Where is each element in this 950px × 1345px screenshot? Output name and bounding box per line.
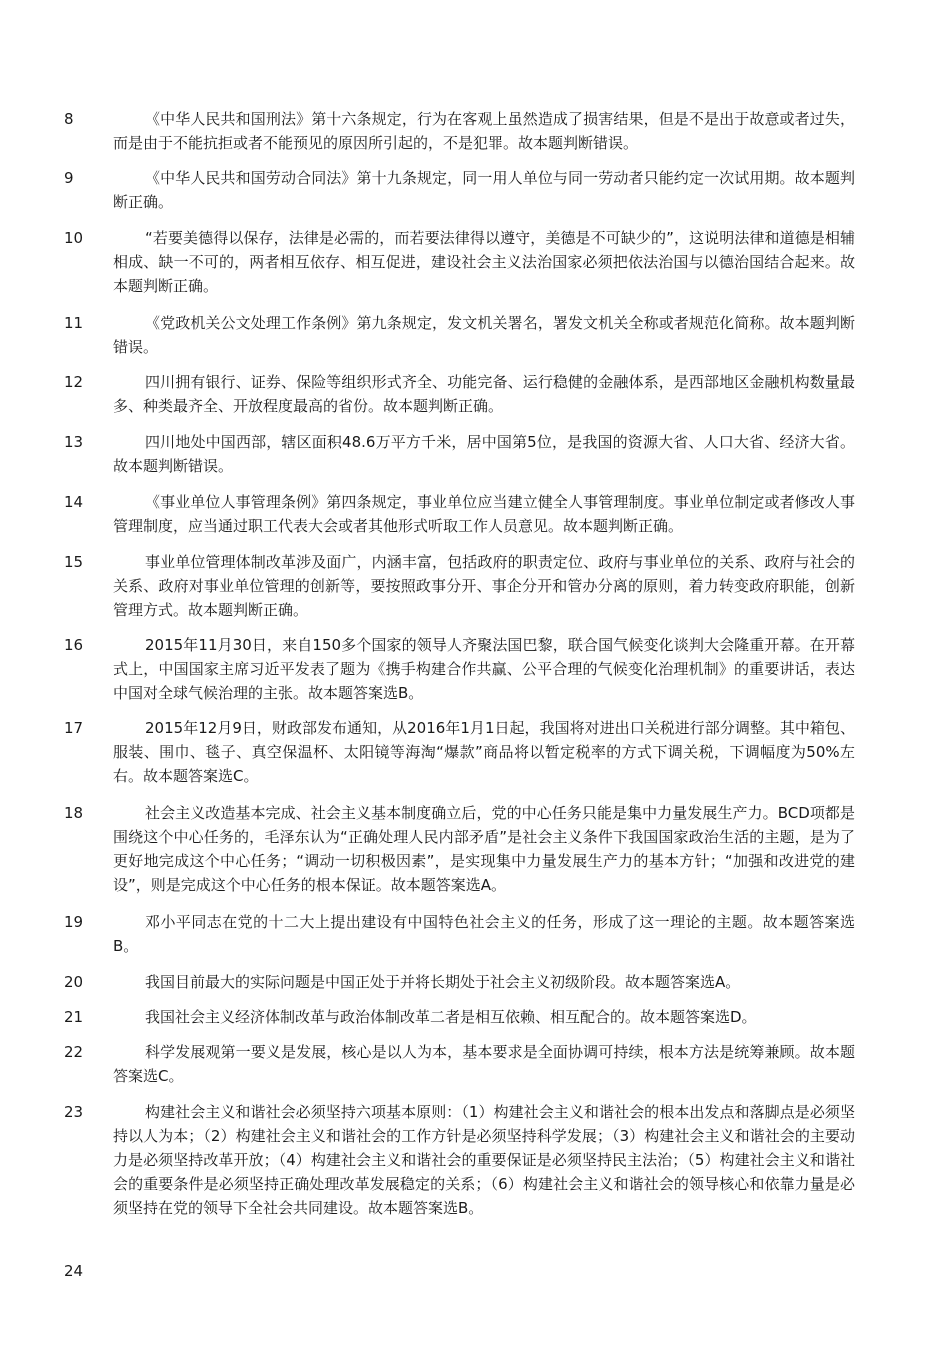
- entry-text: 科学发展观第一要义是发展，核心是以人为本，基本要求是全面协调可持续，根本方法是统筹兼顾。故本题答案选C。: [113, 1043, 855, 1085]
- entry-number: 24: [64, 1262, 84, 1280]
- entry-text: 事业单位管理体制改革涉及面广，内涵丰富，包括政府的职责定位、政府与事业单位的关系、政府与社会的关系、政府对事业单位管理的创新等，要按照政事分开、事企分开和管办分离的原则，着力转变政府职能，创新管理方式。故本题判断正确。: [113, 553, 855, 619]
- entry-number: 16: [64, 636, 84, 654]
- entry-number: 14: [64, 493, 84, 511]
- entry-text: 《中华人民共和国刑法》第十六条规定，行为在客观上虽然造成了损害结果，但是不是出于故意或者过失，而是由于不能抗拒或者不能预见的原因所引起的，不是犯罪。故本题判断错误。: [113, 110, 855, 152]
- entry-number: 8: [64, 110, 74, 128]
- entry-number: 23: [64, 1103, 84, 1121]
- entry-text: 四川地处中国西部，辖区面积48.6万平方千米，居中国第5位，是我国的资源大省、人口大省、经济大省。故本题判断错误。: [113, 433, 855, 475]
- entry-text: 2015年12月9日，财政部发布通知，从2016年1月1日起，我国将对进出口关税进行部分调整。其中箱包、服装、围巾、毯子、真空保温杯、太阳镜等海淘“爆款”商品将以暂定税率的方式下调关税，下调幅度为50%左右。故本题答案选C。: [113, 719, 855, 785]
- entry-text: 我国目前最大的实际问题是中国正处于并将长期处于社会主义初级阶段。故本题答案选A。: [145, 973, 741, 991]
- entry-number: 11: [64, 314, 84, 332]
- entry-text: 2015年11月30日，来自150多个国家的领导人齐聚法国巴黎，联合国气候变化谈判大会隆重开幕。在开幕式上，中国国家主席习近平发表了题为《携手构建合作共赢、公平合理的气候变化治理机制》的重要讲话，表达中国对全球气候治理的主张。故本题答案选B。: [113, 636, 855, 702]
- entry-text: 《党政机关公文处理工作条例》第九条规定，发文机关署名，署发文机关全称或者规范化简称。故本题判断错误。: [113, 314, 855, 356]
- entry-number: 19: [64, 913, 84, 931]
- entry-text: 社会主义改造基本完成、社会主义基本制度确立后，党的中心任务只能是集中力量发展生产力。BCD项都是围绕这个中心任务的，毛泽东认为“正确处理人民内部矛盾”是社会主义条件下我国国家政治生活的主题，是为了更好地完成这个中心任务；“调动一切积极因素”，是实现集中力量发展生产力的基本方针；“加强和改进党的建设”，则是完成这个中心任务的根本保证。故本题答案选A。: [113, 804, 855, 894]
- entry-number: 18: [64, 804, 84, 822]
- entry-number: 12: [64, 373, 84, 391]
- entry-text: 构建社会主义和谐社会必须坚持六项基本原则：（1）构建社会主义和谐社会的根本出发点和落脚点是必须坚持以人为本；（2）构建社会主义和谐社会的工作方针是必须坚持科学发展；（3）构建社会主义和谐社会的主要动力是必须坚持改革开放；（4）构建社会主义和谐社会的重要保证是必须坚持民主法治；（5）构建社会主义和谐社会的重要条件是必须坚持正确处理改革发展稳定的关系；（6）构建社会主义和谐社会的领导核心和依靠力量是必须坚持在党的领导下全社会共同建设。故本题答案选B。: [113, 1103, 855, 1217]
- entry-text: 《事业单位人事管理条例》第四条规定，事业单位应当建立健全人事管理制度。事业单位制定或者修改人事管理制度，应当通过职工代表大会或者其他形式听取工作人员意见。故本题判断正确。: [113, 493, 855, 535]
- entry-number: 9: [64, 169, 74, 187]
- entry-number: 22: [64, 1043, 84, 1061]
- entry-text: 邓小平同志在党的十二大上提出建设有中国特色社会主义的任务，形成了这一理论的主题。故本题答案选B。: [113, 913, 855, 955]
- entry-number: 20: [64, 973, 84, 991]
- entry-text: 四川拥有银行、证券、保险等组织形式齐全、功能完备、运行稳健的金融体系，是西部地区金融机构数量最多、种类最齐全、开放程度最高的省份。故本题判断正确。: [113, 373, 855, 415]
- entry-text: 《中华人民共和国劳动合同法》第十九条规定，同一用人单位与同一劳动者只能约定一次试用期。故本题判断正确。: [113, 169, 855, 211]
- entry-number: 21: [64, 1008, 84, 1026]
- entry-number: 17: [64, 719, 84, 737]
- entry-number: 15: [64, 553, 84, 571]
- entry-text: 我国社会主义经济体制改革与政治体制改革二者是相互依赖、相互配合的。故本题答案选D。: [145, 1008, 757, 1026]
- entry-number: 10: [64, 229, 84, 247]
- entry-number: 13: [64, 433, 84, 451]
- entry-text: “若要美德得以保存，法律是必需的，而若要法律得以遵守，美德是不可缺少的”，这说明法律和道德是相辅相成、缺一不可的，两者相互依存、相互促进，建设社会主义法治国家必须把依法治国与以德治国结合起来。故本题判断正确。: [113, 229, 855, 295]
